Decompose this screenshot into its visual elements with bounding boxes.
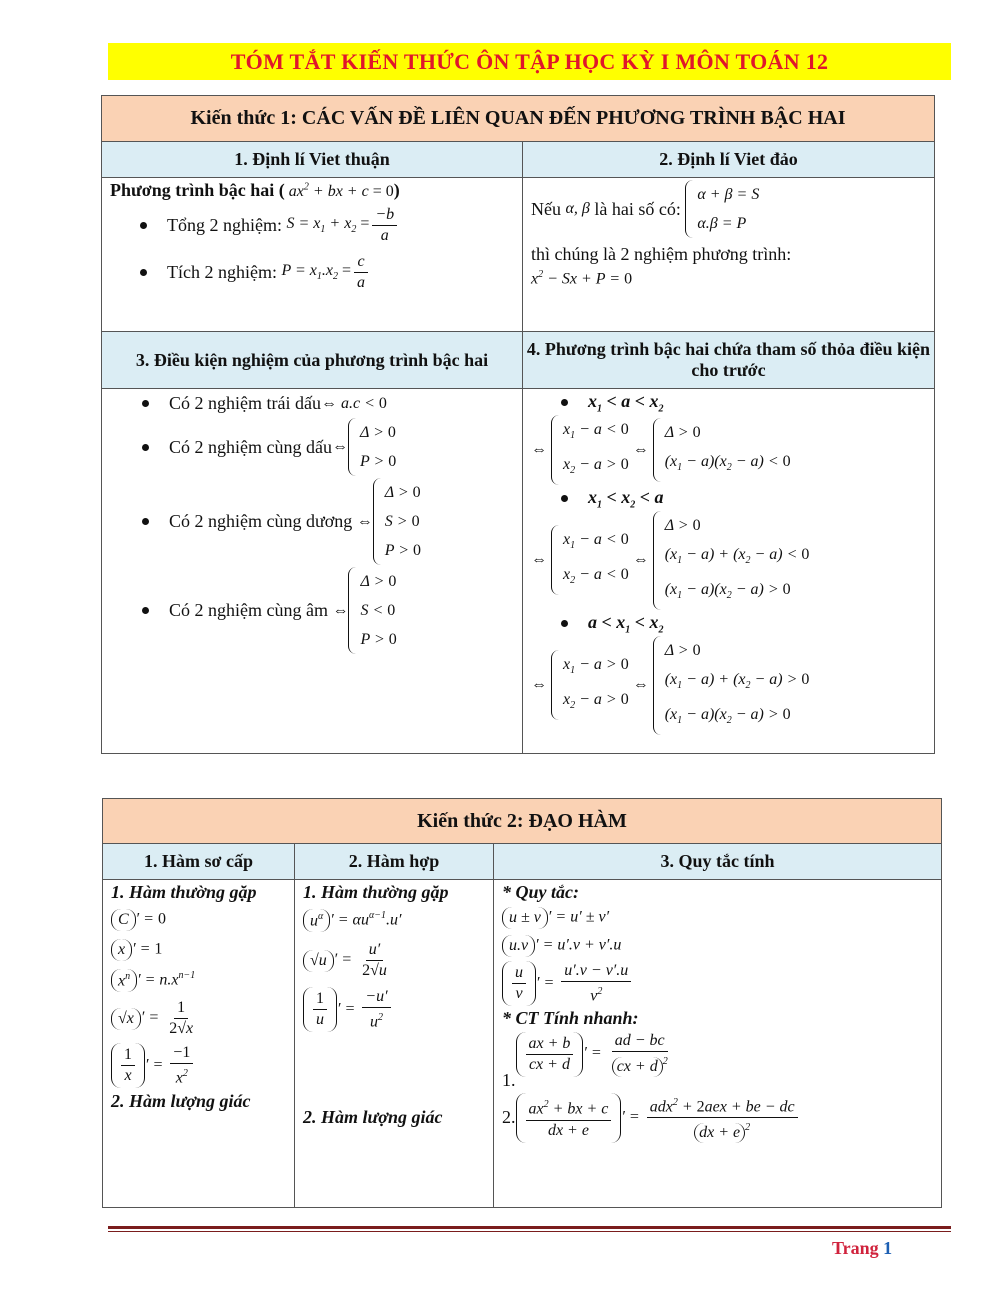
case-both-greater-system: ⇔ $x_1 - a > 0$ $x_2 - a > 0$ ⇔ Δ > 0 $(x_1 - a) + (x_2 - a) > 0$ $(x_1 - a)(x_2 - a) > 0$ [531,636,926,735]
composite-trig-label: 2. Hàm lượng giác [303,1106,443,1127]
both-negative-item: Có 2 nghiệm cùng âm ⇔ Δ > 0 S < 0 P > 0 [102,567,522,654]
basic-functions-title: 1. Hàm sơ cấp [103,844,295,880]
quick-formula-1: 1. $\frac{ax + b}{cx + d}$ ′ = $\frac{ad - bc}{cx + d ^2}$ [502,1032,668,1090]
basic-common-label: 1. Hàm thường gặp [111,882,257,902]
deriv-sqrt: √x ′ = $\frac{1}{2√x}$ [111,998,286,1039]
quick-formula-2: 2. $\frac{ax^2 + bx + c}{dx + e}$ ′ = $\frac{adx^2 + 2aex + be - dc}{dx + e ^2}$ [502,1093,933,1143]
viet-inverse-condition: Nếu α, β là hai số có: α + β = S α.β = P [531,180,926,238]
deriv-sqrt-u: √u ′ = $\frac{u'}{2√u}$ [303,940,485,981]
case-both-less: $x_1 < x_2 < a$ [531,487,926,511]
composite-functions-title: 2. Hàm hợp [295,844,494,880]
case-both-greater: $a < x_1 < x_2$ [531,612,926,636]
deriv-u-power: $u^\alpha$ ′ = $\alpha u^{\alpha-1}.u'$ [303,909,485,932]
parameter-equation-title: 4. Phương trình bậc hai chứa tham số thỏa điều kiện cho trước [523,332,935,389]
section-2-table [102,798,942,1208]
rules-label: * Quy tắc: [502,882,579,902]
page-number: Trang 1 [832,1238,893,1258]
rule-product: u.v ′ = u′.v + v′.u [502,935,933,957]
deriv-x: x ′ = 1 [111,939,286,961]
viet-inverse-equation: $x^2 - Sx + P = 0$ [531,269,633,288]
rule-sum: u ± v ′ = u′ ± v′ [502,907,933,929]
deriv-reciprocal-u: $\frac{1}{u}$ ′ = $\frac{-u'}{u^2}$ [303,987,485,1032]
root-conditions-cell [102,389,523,754]
viet-forward-title: 1. Định lí Viet thuận [102,142,523,178]
case-a-between-system: ⇔ $x_1 - a < 0$ $x_2 - a > 0$ ⇔ Δ > 0 $(x_1 - a)(x_2 - a) < 0$ [531,415,926,485]
rule-quotient: $\frac{u}{v}$ ′ = $\frac{u'.v - v'.u}{v^2}$ [502,961,933,1006]
viet-forward-cell [102,178,523,332]
deriv-constant: C ′ = 0 [111,909,286,931]
title-banner [108,43,951,80]
calculation-rules-cell [494,880,942,1208]
viet-inverse-title: 2. Định lí Viet đảo [523,142,935,178]
parameter-conditions-cell [523,389,935,754]
case-a-between-roots: $x_1 < a < x_2$ [531,391,926,415]
case-both-less-system: ⇔ $x_1 - a < 0$ $x_2 - a < 0$ ⇔ Δ > 0 $(x_1 - a) + (x_2 - a) < 0$ $(x_1 - a)(x_2 - a) > 0$ [531,511,926,610]
viet-inverse-cell [523,178,935,332]
section-1-header: Kiến thức 1: CÁC VẤN ĐỀ LIÊN QUAN ĐẾN PHƯƠNG TRÌNH BẬC HAI [102,96,935,142]
same-sign-item: Có 2 nghiệm cùng dấu ⇔ Δ > 0 P > 0 [102,418,522,476]
quadratic-intro: Phương trình bậc hai ( $ax^2$ + bx + c = 0) [110,180,400,200]
section-1-table [101,95,935,754]
calculation-rules-title: 3. Quy tắc tính [494,844,942,880]
sum-roots-item: Tổng 2 nghiệm: $S = x_1 + x_2$ = $\frac{-b}{a}$ [110,205,514,246]
basic-functions-cell [103,880,295,1208]
footer-rule-thin [108,1231,951,1232]
deriv-power: $x^n$ ′ = $n.x^{n-1}$ [111,969,286,992]
composite-functions-cell [295,880,494,1208]
composite-common-label: 1. Hàm thường gặp [303,882,449,902]
root-conditions-title: 3. Điều kiện nghiệm của phương trình bậc hai [102,332,523,389]
page-title: TÓM TẮT KIẾN THỨC ÔN TẬP HỌC KỲ I MÔN TOÁN 12 [230,48,829,74]
basic-trig-label: 2. Hàm lượng giác [111,1090,251,1111]
footer-rule [108,1226,951,1229]
opposite-sign-item: Có 2 nghiệm trái dấu ⇔ a.c < 0 [102,393,522,414]
section-2-header: Kiến thức 2: ĐẠO HÀM [103,799,942,844]
quick-formula-label: * CT Tính nhanh: [502,1008,639,1029]
product-roots-item: Tích 2 nghiệm: $P = x_1.x_2$ = $\frac{c}{a}$ [110,252,514,293]
viet-inverse-conclusion: thì chúng là 2 nghiệm phương trình: [531,244,792,264]
deriv-reciprocal: $\frac{1}{x}$ ′ = $\frac{-1}{x^2}$ [111,1043,286,1088]
both-positive-item: Có 2 nghiệm cùng dương ⇔ Δ > 0 S > 0 P > 0 [102,478,522,565]
